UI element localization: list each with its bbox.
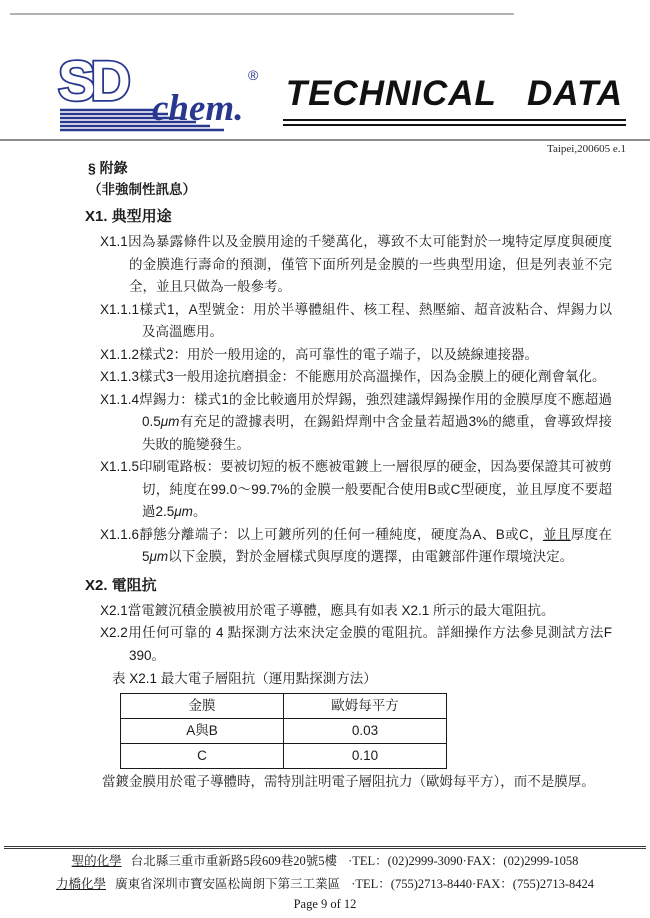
page-footer <box>0 846 650 912</box>
sdchem-logo-graphic <box>56 48 271 136</box>
page-title: TECHNICAL DATA <box>283 74 626 126</box>
para-text: 焊錫力：樣式1的金比較適用於焊錫，強烈建議焊錫操作用的金膜厚度不應超過0.5 <box>139 391 612 429</box>
para-text: 靜態分離端子：以上可鍍所列的任何一種純度，硬度為A、B或C， <box>139 526 543 542</box>
footer-company-shenzhen <box>0 874 650 895</box>
footer-company-taipei <box>0 851 650 872</box>
para-label: X1.1.3 <box>100 369 140 384</box>
para-text: 印刷電路板：要被切短的板不應被電鍍上一層很厚的硬金，因為要保證其可被剪切，純度在99.0～99.7%的金膜一般要配合使用B或C型硬度，並且厚度不要超過2.5 <box>139 459 612 519</box>
resistance-table <box>120 693 447 769</box>
company-address: 廣東省深圳市寶安區松崗朗下第三工業區 <box>115 877 341 891</box>
underlined-text: 並且 <box>542 526 571 542</box>
para-text: 用任何可靠的 4 點探測方法來決定金膜的電阻抗。詳細操作方法參見測試方法F 390。 <box>127 625 612 663</box>
header-rule <box>0 139 650 141</box>
para-label: X1.1.1 <box>100 301 140 317</box>
appendix-note: （非強制性訊息） <box>88 182 196 197</box>
para-label: X2.1 <box>100 602 128 618</box>
paragraph-x1-1-2 <box>100 344 612 367</box>
column-header-ohm-per-square: 歐姆每平方 <box>284 694 447 719</box>
para-text: 厚度在5 <box>142 526 613 564</box>
top-scan-line <box>10 13 514 15</box>
table-row <box>121 719 447 744</box>
section-x1-heading: X1. 典型用途 <box>85 208 172 225</box>
appendix-heading: § 附錄 <box>88 160 128 176</box>
para-label: X1.1.4 <box>100 391 140 407</box>
paragraph-x1-1-3 <box>100 366 612 389</box>
para-label: X2.2 <box>100 625 128 640</box>
para-text: 以下金膜，對於金層樣式與厚度的選擇，由電鍍部件運作環境決定。 <box>168 549 574 564</box>
table-header-row <box>121 694 447 719</box>
cell-film-type: A與B <box>121 719 284 744</box>
title-block <box>283 74 626 126</box>
unit-micrometer: μm <box>174 504 193 519</box>
para-text: 當電鍍沉積金膜被用於電子導體，應具有如表 X2.1 所示的最大電阻抗。 <box>127 602 555 618</box>
cell-film-type: C <box>121 744 284 769</box>
paragraph-x1-1-4 <box>100 389 612 457</box>
unit-micrometer: μm <box>160 414 180 429</box>
paragraph-x1-1-6 <box>100 524 612 569</box>
para-text: 因為暴露條件以及金膜用途的千變萬化，導致不太可能對於一塊特定厚度與硬度的金膜進行壽命的預測，僅管下面所列是金膜的一些典型用途，但是列表並不完全，並且只做為一般參考。 <box>127 234 612 294</box>
company-address: 台北縣三重市重新路5段609巷20號5樓 <box>130 854 337 868</box>
page-number: Page 9 of 12 <box>293 897 357 911</box>
document-body <box>85 158 613 792</box>
para-label: X1.1 <box>100 234 128 249</box>
para-text: 樣式2：用於一般用途的，高可靠性的電子端子，以及繞線連接器。 <box>139 346 539 362</box>
company-contact: ·TEL：(02)2999-3090·FAX：(02)2999-1058 <box>348 854 579 868</box>
para-label: X1.1.2 <box>100 346 140 362</box>
para-text: 。 <box>192 504 207 519</box>
table-note: 當鍍金膜用於電子導體時，需特別註明電子層阻抗力（歐姆每平方），而不是膜厚。 <box>102 774 595 789</box>
footer-rule <box>4 846 646 849</box>
para-text: 有充足的證據表明，在錫鉛焊劑中含金量若超過3%的總重，會導致焊接失敗的脆變發生。 <box>142 414 612 452</box>
section-x2-heading: X2. 電阻抗 <box>85 576 157 594</box>
logo-sd-text: SD <box>58 49 126 112</box>
cell-resistance-value: 0.10 <box>284 744 447 769</box>
logo-chem-text: chem. <box>152 88 244 129</box>
para-label: X1.1.5 <box>100 459 140 474</box>
company-name: 力橋化學 <box>55 877 106 891</box>
table-row <box>121 744 447 769</box>
company-name: 聖的化學 <box>71 854 122 868</box>
para-text: 樣式1，A型號金：用於半導體組件、核工程、熱壓縮、超音波粘合、焊錫力以及高溫應用。 <box>139 301 612 339</box>
paragraph-x2-1 <box>100 600 612 623</box>
column-header-gold-film: 金膜 <box>121 694 284 719</box>
paragraph-x1-1-5 <box>100 456 612 524</box>
paragraph-x1-1 <box>100 231 612 299</box>
para-text: 樣式3一般用途抗磨損金：不能應用於高溫操作，因為金膜上的硬化劑會氧化。 <box>139 369 606 384</box>
revision-label: Taipei,200605 e.1 <box>547 143 626 155</box>
paragraph-x1-1-1 <box>100 299 612 344</box>
sdchem-logo <box>56 48 271 141</box>
table-caption: 表 X2.1 最大電子層阻抗（運用點探測方法） <box>112 671 377 686</box>
registered-trademark-icon: ® <box>248 67 259 83</box>
cell-resistance-value: 0.03 <box>284 719 447 744</box>
paragraph-x2-2 <box>100 622 612 667</box>
para-label: X1.1.6 <box>100 526 140 542</box>
unit-micrometer: μm <box>149 549 169 564</box>
company-contact: ·TEL：(755)2713-8440·FAX：(755)2713-8424 <box>351 877 595 891</box>
